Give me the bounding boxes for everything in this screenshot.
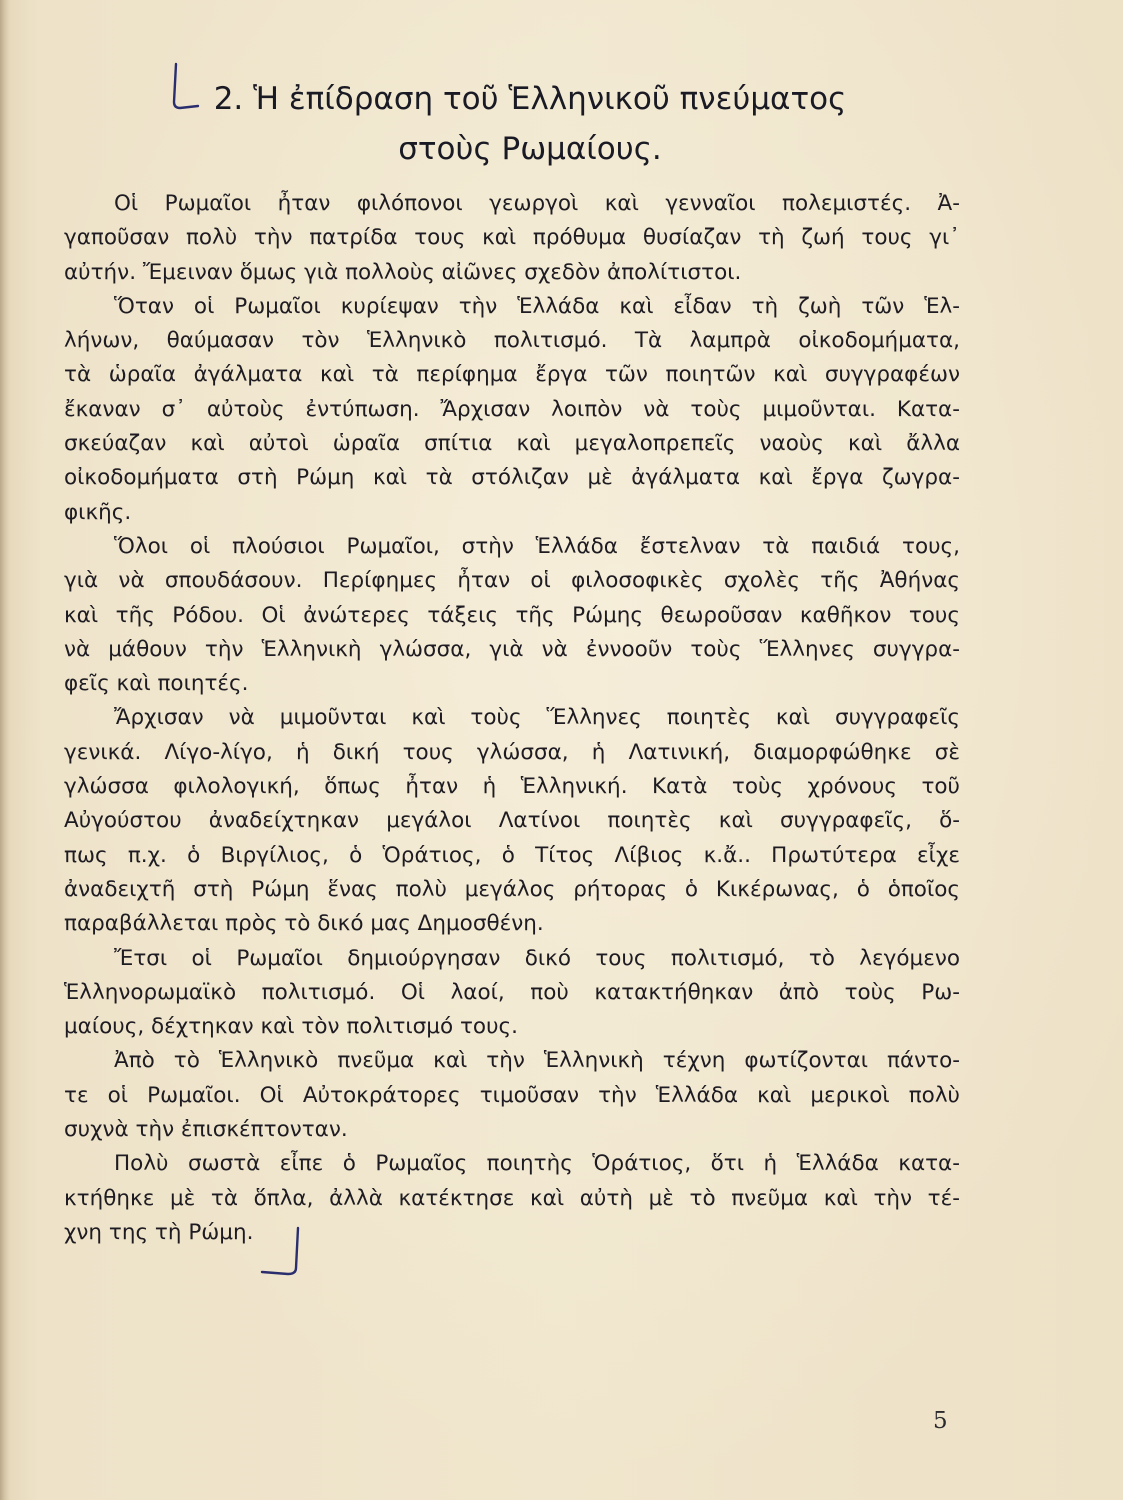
paragraph bbox=[64, 290, 960, 530]
text-line: Ἄρχισαν νὰ μιμοῦνται καὶ τοὺς Ἕλληνες ποιητὲς καὶ συγγραφεῖς bbox=[114, 705, 960, 731]
text-line: σκεύαζαν καὶ αὐτοὶ ὡραῖα σπίτια καὶ μεγαλοπρεπεῖς ναοὺς καὶ ἄλλα bbox=[64, 431, 960, 457]
text-line: Ἀπὸ τὸ Ἑλληνικὸ πνεῦμα καὶ τὴν Ἑλληνικὴ τέχνη φωτίζονται πάντο- bbox=[114, 1048, 960, 1074]
text-line: ἔκαναν σ᾽ αὐτοὺς ἐντύπωση. Ἄρχισαν λοιπὸν νὰ τοὺς μιμοῦνται. Κατα- bbox=[64, 396, 960, 422]
text-line: ἀναδειχτῆ στὴ Ρώμη ἕνας πολὺ μεγάλος ρήτορας ὁ Κικέρωνας, ὁ ὁποῖος bbox=[64, 876, 960, 902]
text-line: Ὅταν οἱ Ρωμαῖοι κυρίεψαν τὴν Ἑλλάδα καὶ εἶδαν τὴ ζωὴ τῶν Ἑλ- bbox=[114, 293, 960, 319]
heading-number: 2. bbox=[213, 81, 244, 117]
text-line: φεῖς καὶ ποιητές. bbox=[64, 671, 249, 697]
text-line: τε οἱ Ρωμαῖοι. Οἱ Αὐτοκράτορες τιμοῦσαν τὴν Ἑλλάδα καὶ μερικοὶ πολὺ bbox=[64, 1082, 960, 1108]
text-line: γενικά. Λίγο-λίγο, ἡ δική τους γλώσσα, ἡ Λατινική, διαμορφώθηκε σὲ bbox=[64, 739, 960, 765]
text-line: λήνων, θαύμασαν τὸν Ἑλληνικὸ πολιτισμό. Τὰ λαμπρὰ οἰκοδομήματα, bbox=[64, 328, 960, 354]
text-line: πως π.χ. ὁ Βιργίλιος, ὁ Ὁράτιος, ὁ Τίτος Λίβιος κ.ἄ.. Πρωτύτερα εἶχε bbox=[64, 842, 960, 868]
pen-closing-mark bbox=[258, 1226, 308, 1278]
text-line: Ἔτσι οἱ Ρωμαῖοι δημιούργησαν δικό τους πολιτισμό, τὸ λεγόμενο bbox=[114, 945, 960, 971]
text-line: Αὐγούστου ἀναδείχτηκαν μεγάλοι Λατίνοι ποιητὲς καὶ συγγραφεῖς, ὅ- bbox=[64, 808, 960, 834]
binding-edge bbox=[0, 0, 10, 1500]
text-line: αὐτήν. Ἔμειναν ὅμως γιὰ πολλοὺς αἰῶνες σχεδὸν ἀπολίτιστοι. bbox=[64, 259, 742, 285]
text-line: μαίους, δέχτηκαν καὶ τὸν πολιτισμό τους. bbox=[64, 1014, 518, 1040]
text-line: καὶ τῆς Ρόδου. Οἱ ἀνώτερες τάξεις τῆς Ρώμης θεωροῦσαν καθῆκον τους bbox=[64, 602, 960, 628]
paragraph bbox=[64, 942, 960, 1045]
text-line: Πολὺ σωστὰ εἶπε ὁ Ρωμαῖος ποιητὴς Ὁράτιος, ὅτι ἡ Ἑλλάδα κατα- bbox=[114, 1151, 960, 1177]
text-line: οἰκοδομήματα στὴ Ρώμη καὶ τὰ στόλιζαν μὲ ἀγάλματα καὶ ἔργα ζωγρα- bbox=[64, 465, 960, 491]
text-line: Ὅλοι οἱ πλούσιοι Ρωμαῖοι, στὴν Ἑλλάδα ἔστελναν τὰ παιδιά τους, bbox=[114, 533, 960, 559]
heading-title-line-2: στοὺς Ρωμαίους. bbox=[398, 131, 662, 167]
text-line: συχνὰ τὴν ἐπισκέπτονταν. bbox=[64, 1117, 348, 1143]
heading-line-1 bbox=[170, 74, 890, 124]
body-text bbox=[64, 187, 960, 1250]
text-line: Ἑλληνορωμαϊκὸ πολιτισμό. Οἱ λαοί, ποὺ κατακτήθηκαν ἀπὸ τοὺς Ρω- bbox=[64, 979, 960, 1005]
text-line: τὰ ὡραῖα ἀγάλματα καὶ τὰ περίφημα ἔργα τῶν ποιητῶν καὶ συγγραφέων bbox=[64, 362, 960, 388]
heading-title-line-1: Ἡ ἐπίδραση τοῦ Ἑλληνικοῦ πνεύματος bbox=[253, 81, 847, 117]
section-heading bbox=[170, 74, 890, 174]
text-line: Οἱ Ρωμαῖοι ἦταν φιλόπονοι γεωργοὶ καὶ γενναῖοι πολεμιστές. Ἀ- bbox=[114, 191, 960, 216]
text-line: γιὰ νὰ σπουδάσουν. Περίφημες ἦταν οἱ φιλοσοφικὲς σχολὲς τῆς Ἀθήνας bbox=[64, 568, 960, 594]
text-line: παραβάλλεται πρὸς τὸ δικό μας Δημοσθένη. bbox=[64, 911, 544, 937]
paragraph bbox=[64, 701, 960, 941]
text-line: γαποῦσαν πολὺ τὴν πατρίδα τους καὶ πρόθυμα θυσίαζαν τὴ ζωή τους γι᾽ bbox=[64, 225, 960, 251]
text-line: γλώσσα φιλολογική, ὅπως ἦταν ἡ Ἑλληνική. Κατὰ τοὺς χρόνους τοῦ bbox=[64, 774, 960, 800]
page-number: 5 bbox=[933, 1408, 948, 1434]
text-line: φικῆς. bbox=[64, 499, 132, 525]
text-line: νὰ μάθουν τὴν Ἑλληνικὴ γλώσσα, γιὰ νὰ ἐννοοῦν τοὺς Ἕλληνες συγγρα- bbox=[64, 636, 960, 662]
paragraph bbox=[64, 1044, 960, 1147]
paragraph bbox=[64, 187, 960, 290]
paragraph bbox=[64, 530, 960, 701]
text-line: χνη της τὴ Ρώμη. bbox=[64, 1219, 254, 1245]
paragraph bbox=[64, 1147, 960, 1250]
text-line: κτήθηκε μὲ τὰ ὅπλα, ἀλλὰ κατέκτησε καὶ αὐτὴ μὲ τὸ πνεῦμα καὶ τὴν τέ- bbox=[64, 1185, 960, 1211]
